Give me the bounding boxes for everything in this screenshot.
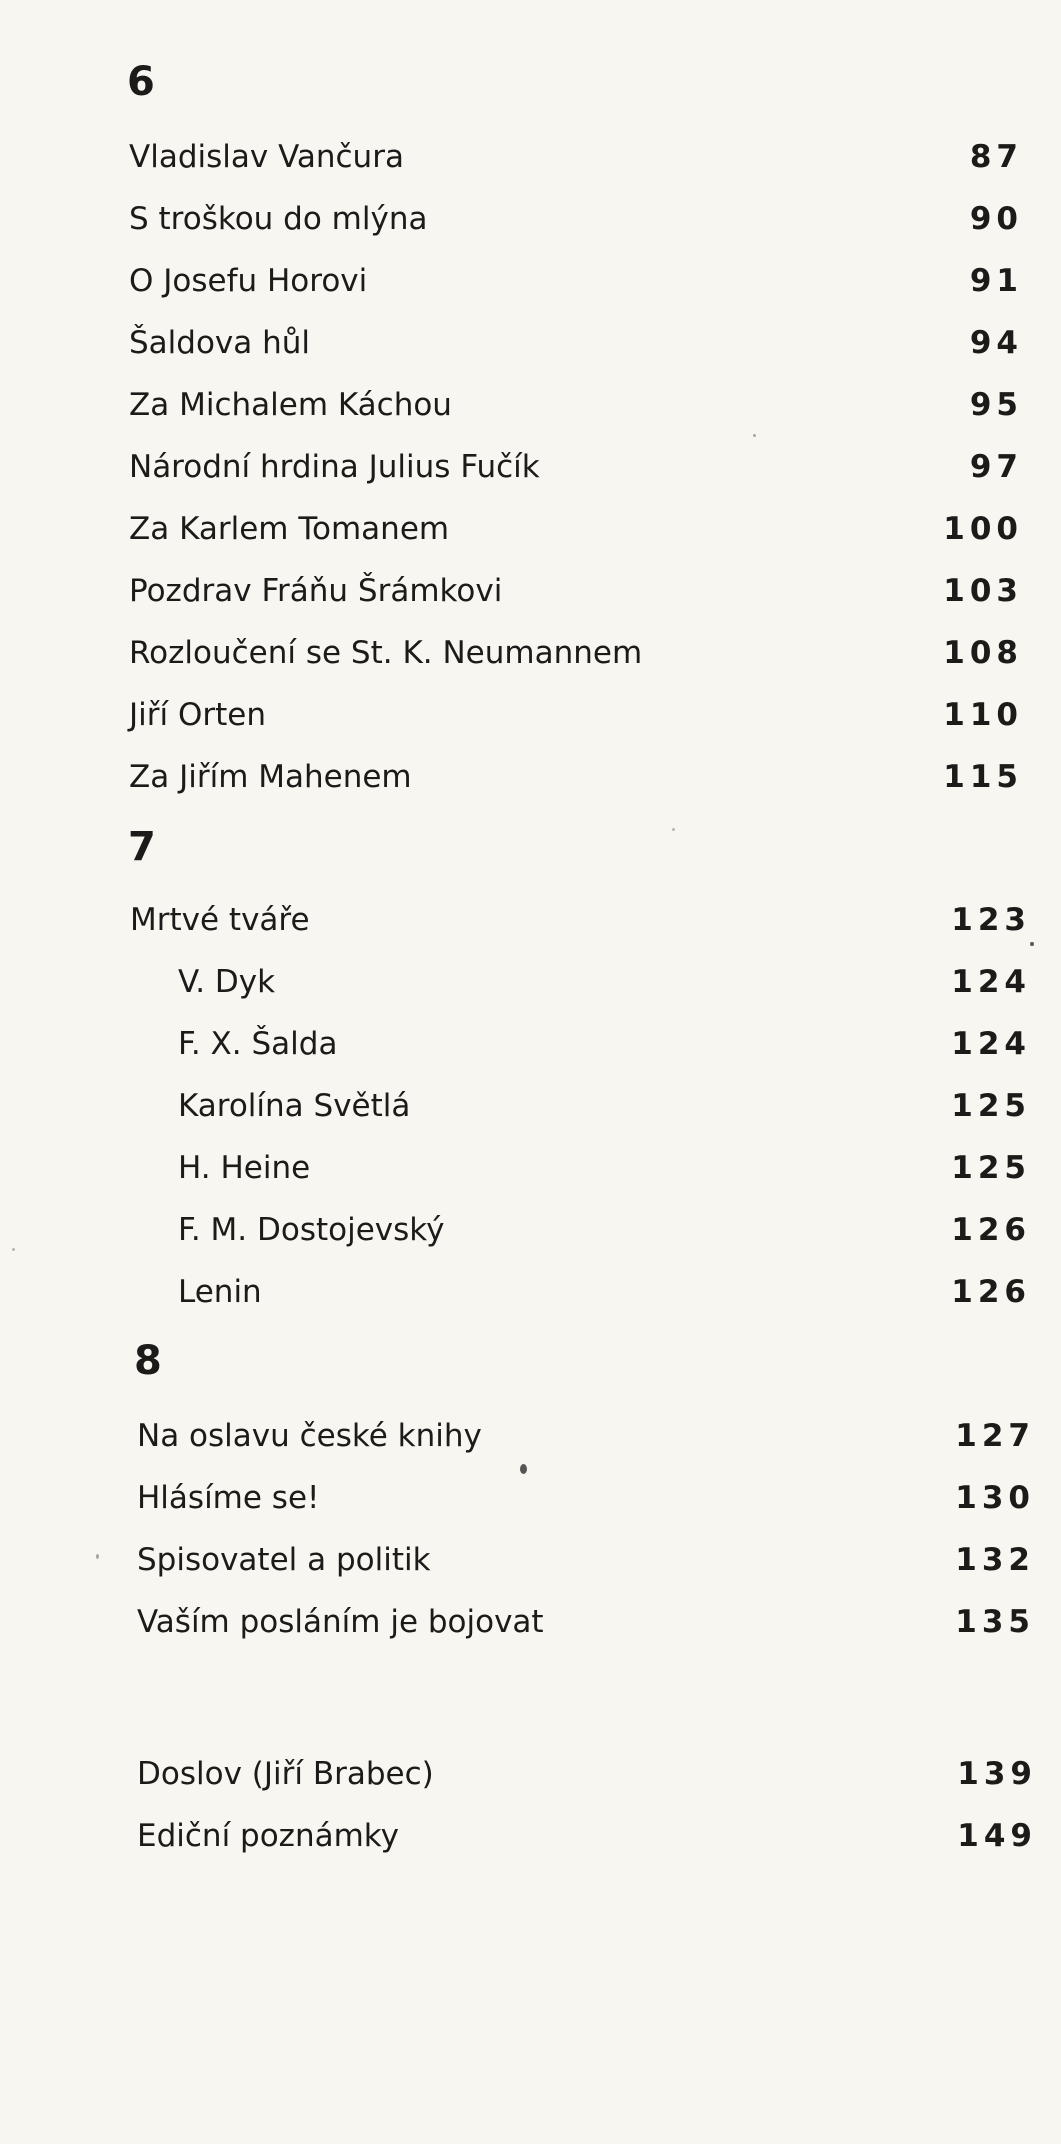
entry-title: Rozloučení se St. K. Neumannem [129,635,643,671]
toc-entry [0,1083,1061,1129]
print-speck [672,828,675,831]
entry-page: 110 [943,697,1023,733]
entry-page: 123 [951,902,1031,938]
entry-title: Na oslavu české knihy [137,1418,482,1454]
entry-title: O Josefu Horovi [129,263,368,299]
entry-title: H. Heine [178,1150,311,1186]
entry-title: S troškou do mlýna [129,201,428,237]
toc-entry [0,568,1061,614]
toc-entry [0,258,1061,304]
toc-entry [0,630,1061,676]
entry-title: Jiří Orten [129,697,266,733]
entry-title: Vladislav Vančura [129,139,404,175]
entry-page: 127 [955,1418,1035,1454]
toc-entry [0,1145,1061,1191]
toc-entry-appendix [0,1751,1061,1797]
entry-title: Pozdrav Fráňu Šrámkovi [129,573,503,609]
toc-entry [0,1413,1061,1459]
toc-entry [0,444,1061,490]
entry-page: 124 [951,1026,1031,1062]
toc-entry-appendix [0,1813,1061,1859]
toc-entry [0,692,1061,738]
entry-page: 90 [969,201,1023,237]
entry-title: Hlásíme se! [137,1480,320,1516]
toc-entry [0,1475,1061,1521]
entry-page: 87 [969,139,1023,175]
toc-entry [0,1269,1061,1315]
entry-title: Národní hrdina Julius Fučík [129,449,540,485]
entry-page: 97 [969,449,1023,485]
section-number-6: 6 [127,59,155,105]
entry-title: Doslov (Jiří Brabec) [137,1756,434,1792]
entry-page: 139 [957,1756,1037,1792]
toc-entry [0,1021,1061,1067]
entry-page: 125 [951,1150,1031,1186]
entry-title: V. Dyk [178,964,276,1000]
entry-page: 125 [951,1088,1031,1124]
entry-page: 126 [951,1274,1031,1310]
entry-title: Za Jiřím Mahenem [129,759,412,795]
entry-page: 108 [943,635,1023,671]
entry-title: Karolína Světlá [178,1088,411,1124]
toc-entry [0,1537,1061,1583]
entry-page: 135 [955,1604,1035,1640]
toc-entry [0,134,1061,180]
entry-page: 130 [955,1480,1035,1516]
print-speck [520,1464,527,1474]
toc-entry [0,897,1061,943]
entry-title: Za Michalem Káchou [129,387,452,423]
entry-title: Šaldova hůl [129,325,311,361]
print-speck [1030,942,1034,946]
entry-page: 100 [943,511,1023,547]
entry-page: 95 [969,387,1023,423]
toc-entry [0,382,1061,428]
entry-title: Vaším posláním je bojovat [137,1604,544,1640]
entry-page: 126 [951,1212,1031,1248]
entry-page: 94 [969,325,1023,361]
entry-page: 115 [943,759,1023,795]
entry-title: Mrtvé tváře [130,902,310,938]
entry-title: Spisovatel a politik [137,1542,431,1578]
print-speck [96,1554,99,1559]
toc-entry [0,1599,1061,1645]
section-number-7: 7 [128,824,156,870]
entry-title: Za Karlem Tomanem [129,511,450,547]
print-speck [12,1248,15,1251]
entry-page: 124 [951,964,1031,1000]
toc-entry [0,959,1061,1005]
entry-page: 103 [943,573,1023,609]
toc-entry [0,754,1061,800]
entry-title: F. X. Šalda [178,1026,338,1062]
toc-entry [0,320,1061,366]
entry-title: Ediční poznámky [137,1818,399,1854]
print-speck [753,434,756,437]
entry-title: Lenin [178,1274,262,1310]
entry-page: 149 [957,1818,1037,1854]
entry-title: F. M. Dostojevský [178,1212,445,1248]
toc-entry [0,196,1061,242]
toc-entry [0,506,1061,552]
entry-page: 91 [969,263,1023,299]
toc-entry [0,1207,1061,1253]
entry-page: 132 [955,1542,1035,1578]
section-number-8: 8 [134,1338,162,1384]
